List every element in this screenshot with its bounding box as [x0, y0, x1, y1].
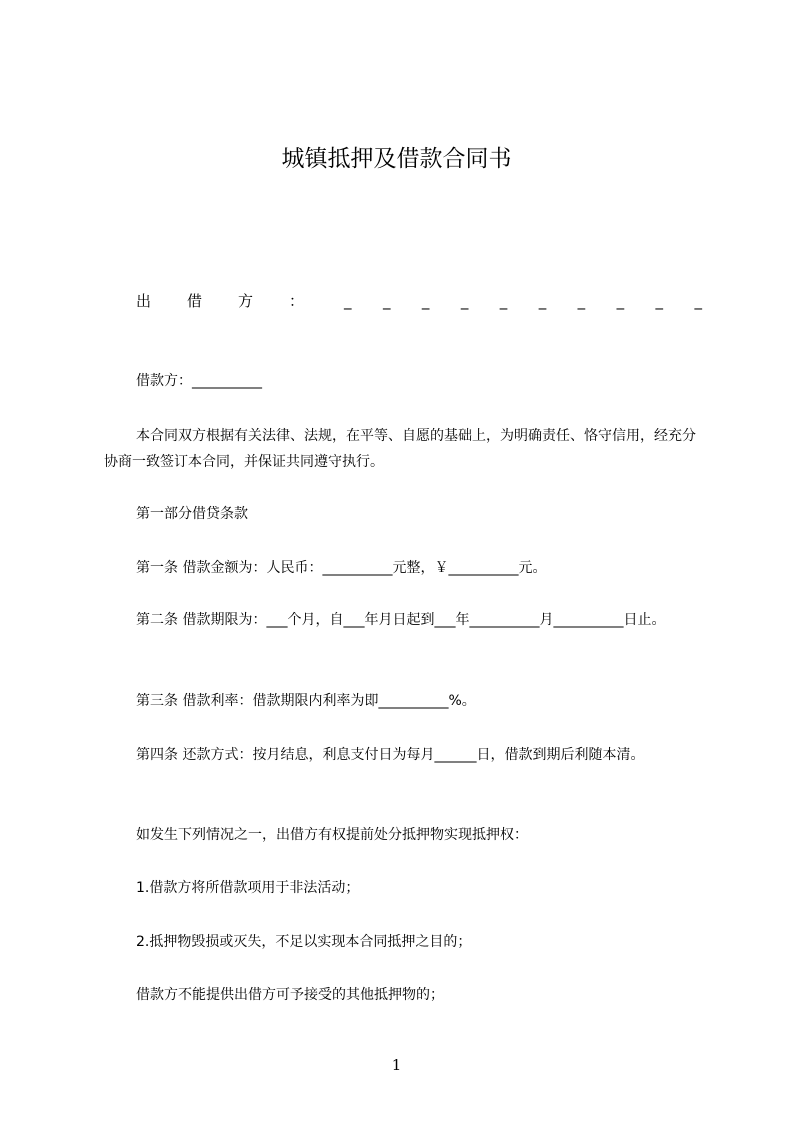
article-1: 第一条 借款金额为：人民币：__________元整，￥__________元。: [136, 560, 547, 576]
page-number: 1: [391, 1056, 402, 1074]
list-item: 2.抵押物毁损或灭失，不足以实现本合同抵押之目的；: [136, 934, 472, 950]
list-item: 借款方不能提供出借方可予接受的其他抵押物的；: [136, 987, 444, 1003]
list-item: 1.借款方将所借款项用于非法活动；: [136, 880, 360, 896]
part-one-heading: 第一部分借贷条款: [136, 506, 248, 522]
lender-line: [136, 290, 702, 311]
article-2: 第二条 借款期限为：___个月，自___年月日起到___年__________月__________日止。: [136, 612, 666, 628]
lender-label: 出 借 方 ：: [136, 292, 304, 310]
disposal-intro: 如发生下列情况之一，出借方有权提前处分抵押物实现抵押权：: [136, 827, 528, 843]
borrower-line: 借款方：__________: [136, 373, 262, 389]
preamble-paragraph: 本合同双方根据有关法律、法规，在平等、自愿的基础上，为明确责任、恪守信用，经充分协商一致签订本合同，并保证共同遵守执行。: [104, 428, 696, 470]
lender-blank: _ _ _ _ _ _ _ _ _ _: [344, 292, 702, 310]
article-4: 第四条 还款方式：按月结息，利息支付日为每月______日，借款到期后利随本清。: [136, 747, 645, 763]
article-3: 第三条 借款利率：借款期限内利率为即__________%。: [136, 693, 476, 709]
document-title: 城镇抵押及借款合同书: [281, 146, 512, 172]
